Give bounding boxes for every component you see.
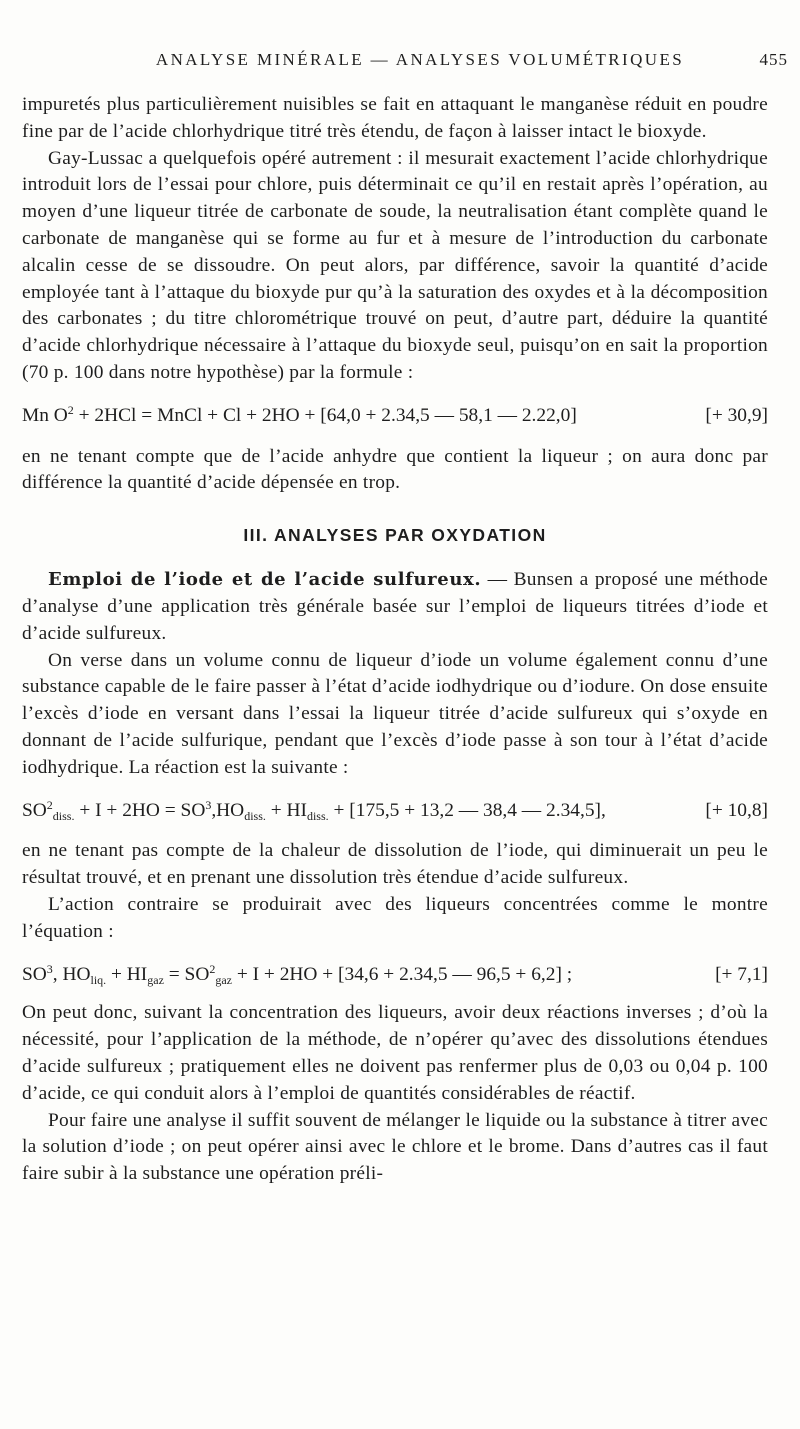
- paragraph-4: Emploi de l’iode et de l’acide sulfureux. — Bunsen a proposé une méthode d’analyse d’une application très générale basée sur l’emploi de liqueurs titrées d’iode et d’acide sulfureux.: [22, 569, 768, 644]
- equation-value: [+ 10,8]: [705, 799, 768, 821]
- run-in-title: Emploi de l’iode et de l’acide sulfureux.: [48, 569, 482, 591]
- paragraph-7: L’action contraire se produirait avec des liqueurs concentrées comme le montre l’équation :: [22, 893, 768, 942]
- paragraph-8: On peut donc, suivant la concentration des liqueurs, avoir deux réactions inverses ; d’où la nécessité, pour l’application de la méthode, de n’opérer qu’avec des dissolutions étendues d’acide sulfureux ; pratiquement elles ne doivent pas renfermer plus de 0,03 ou 0,04 p. 100 d’acide, ce qui conduit alors à l’emploi de quantités considérables de réactif.: [22, 1002, 768, 1104]
- paragraph-9: Pour faire une analyse il suffit souvent de mélanger le liquide ou la substance à titrer avec la solution d’iode ; on peut opérer ainsi avec le chlore et le brome. Dans d’autres cas il faut faire subir à la substance une opération préli-: [22, 1109, 768, 1185]
- equation-iode: [22, 798, 768, 825]
- equation-inverse: [22, 962, 768, 989]
- page-header: [20, 50, 790, 78]
- running-title: ANALYSE MINÉRALE — ANALYSES VOLUMÉTRIQUES: [155, 50, 685, 69]
- paragraph-2: Gay-Lussac a quelquefois opéré autrement : il mesurait exactement l’acide chlorhydrique introduit lors de l’essai pour chlore, puis déterminait ce qu’il en restait après l’opération, au moyen d’une liqueur titrée de carbonate de soude, la neutralisation étant complète quand le carbonate de manganèse qui se forme au fur et à mesure de l’introduction du carbonate alcalin cesse de se dissoudre. On peut alors, par différence, savoir la quantité d’acide employée tant à l’attaque du bioxyde pur qu’à la saturation des oxydes et à la décomposition des carbonates ; du titre chlorométrique trouvé on peut, d’autre part, déduire la quantité d’acide chlorhydrique nécessaire à l’attaque du bioxyde seul, puisqu’on en sait la proportion (70 p. 100 dans notre hypothèse) par la formule :: [22, 147, 768, 383]
- page-number: 455: [759, 50, 788, 69]
- paragraph-3: en ne tenant compte que de l’acide anhydre que contient la liqueur ; on aura donc par différence la quantité d’acide dépensée en trop.: [22, 445, 768, 494]
- paragraph-1: impuretés plus particulièrement nuisibles se fait en attaquant le manganèse réduit en poudre fine par de l’acide chlorhydrique titré très étendu, de façon à laisser intact le bioxyde.: [22, 94, 768, 142]
- equation-formula: $SO^3$, $HO_{liq.} + HI_{gaz} = SO^2_{gaz} + I + 2HO + [34,6 + 2.34,5$ — 96,5 + 6,2] ;: [22, 961, 573, 987]
- paragraph-5: On verse dans un volume connu de liqueur d’iode un volume également connu d’une substance capable de le faire passer à l’état d’acide iodhydrique ou d’iodure. On dose ensuite l’excès d’iode en versant dans l’essai la liqueur titrée d’acide sulfureux qui s’oxyde en donnant de l’acide sulfurique, pendant que l’excès d’iode passe à son tour à l’état d’acide iodhydrique. La réaction est la suivante :: [22, 649, 768, 778]
- equation-formula: $SO^2_{diss.} + I + 2HO = SO^3,HO_{diss.} + HI_{diss.} + [175,5 + 13,2$ — 38,4 — 2.34,5],: [22, 797, 606, 823]
- equation-value: [+ 30,9]: [705, 404, 768, 426]
- equation-value: [+ 7,1]: [715, 963, 768, 985]
- equation-formula: Mn $O^2 + 2HCl$ = MnCl + Cl + 2HO + [64,0 + 2.34,5 — 58,1 — 2.22,0]: [22, 402, 577, 426]
- equation-manganese: [22, 403, 768, 430]
- body-text: [22, 92, 768, 1188]
- section-heading: III. ANALYSES PAR OXYDATION: [243, 525, 547, 546]
- paragraph-6: en ne tenant pas compte de la chaleur de dissolution de l’iode, qui diminuerait un peu le résultat trouvé, et en prenant une dissolution très étendue d’acide sulfureux.: [22, 840, 768, 889]
